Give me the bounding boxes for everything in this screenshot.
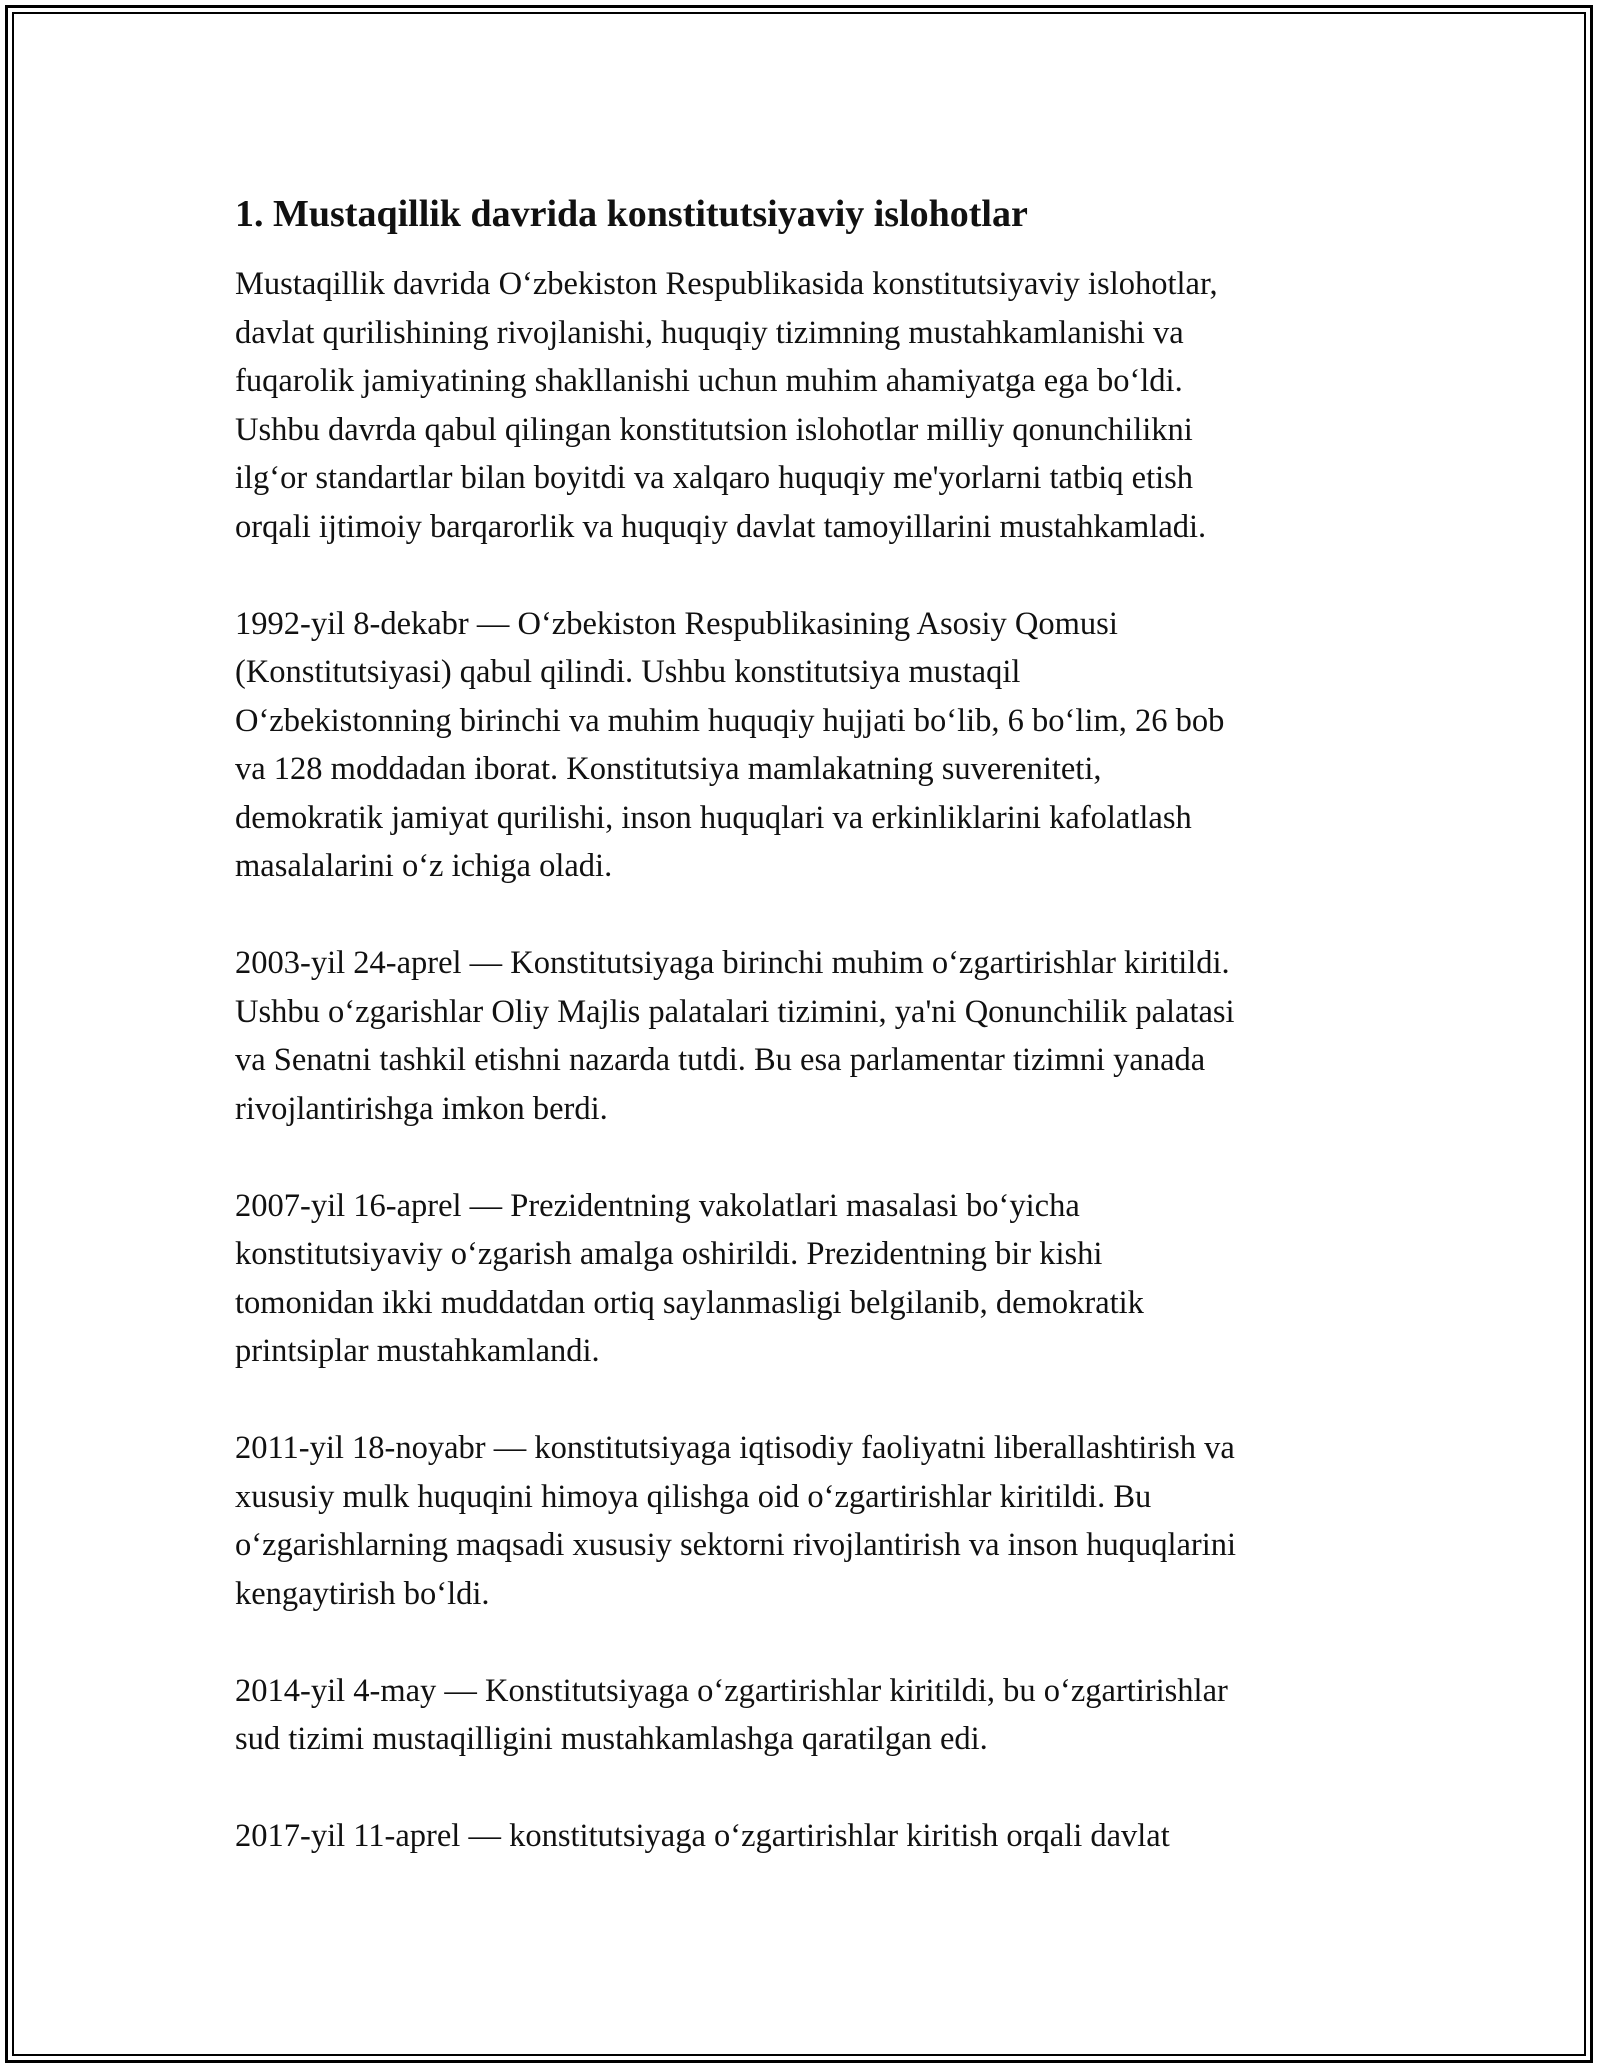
text-line: fuqarolik jamiyatining shakllanishi uchun muhim ahamiyatga ega bo‘ldi.	[235, 363, 1183, 399]
paragraph-1992	[235, 600, 1375, 891]
text-line: kengaytirish bo‘ldi.	[235, 1575, 490, 1612]
text-line: sud tizimi mustaqilligini mustahkamlashga qaratilgan edi.	[235, 1721, 988, 1757]
text-line: va Senatni tashkil etishni nazarda tutdi. Bu esa parlamentar tizimni yanada	[235, 1042, 1206, 1078]
text-line: printsiplar mustahkamlandi.	[235, 1333, 600, 1369]
text-line: va 128 moddadan iborat. Konstitutsiya mamlakatning suvereniteti,	[235, 751, 1102, 787]
paragraph-2014	[235, 1667, 1375, 1764]
paragraph-2003	[235, 939, 1375, 1133]
text-line: (Konstitutsiyasi) qabul qilindi. Ushbu konstitutsiya mustaqil	[235, 654, 1021, 690]
text-line: 2011-yil 18-noyabr — konstitutsiyaga iqtisodiy faoliyatni liberallashtirish va	[235, 1430, 1235, 1466]
text-line: orqali ijtimoiy barqarorlik va huquqiy davlat tamoyillarini mustahkamladi.	[235, 508, 1207, 545]
text-line: 2007-yil 16-aprel — Prezidentning vakolatlari masalasi bo‘yicha	[235, 1187, 1080, 1224]
text-line: 2003-yil 24-aprel — Konstitutsiyaga birinchi muhim o‘zgartirishlar kiritildi.	[235, 945, 1230, 981]
text-line: Mustaqillik davrida O‘zbekiston Respublikasida konstitutsiyaviy islohotlar,	[235, 266, 1218, 302]
text-line: ilg‘or standartlar bilan boyitdi va xalqaro huquqiy me'yorlarni tatbiq etish	[235, 460, 1194, 496]
text-line: O‘zbekistonning birinchi va muhim huquqiy hujjati bo‘lib, 6 bo‘lim, 26 bob	[235, 702, 1225, 739]
text-line: 2017-yil 11-aprel — konstitutsiyaga o‘zgartirishlar kiritish orqali davlat	[235, 1818, 1170, 1854]
text-line: masalalarini o‘z ichiga oladi.	[235, 848, 613, 884]
paragraph-2017	[235, 1812, 1375, 1861]
text-line: Ushbu o‘zgarishlar Oliy Majlis palatalari tizimini, ya'ni Qonunchilik palatasi	[235, 993, 1235, 1030]
paragraph-2011	[235, 1424, 1375, 1618]
text-line: o‘zgarishlarning maqsadi xususiy sektorni rivojlantirish va inson huquqlarini	[235, 1527, 1237, 1563]
section-title: 1. Mustaqillik davrida konstitutsiyaviy islohotlar	[235, 193, 1028, 235]
text-line: 2014-yil 4-may — Konstitutsiyaga o‘zgartirishlar kiritildi, bu o‘zgartirishlar	[235, 1672, 1228, 1709]
text-line: 1992-yil 8-dekabr — O‘zbekiston Respublikasining Asosiy Qomusi	[235, 605, 1118, 642]
text-line: Ushbu davrda qabul qilingan konstitutsion islohotlar milliy qonunchilikni	[235, 411, 1193, 448]
text-line: tomonidan ikki muddatdan ortiq saylanmasligi belgilanib, demokratik	[235, 1284, 1144, 1321]
page-content	[235, 190, 1375, 1909]
text-line: davlat qurilishining rivojlanishi, huquqiy tizimning mustahkamlanishi va	[235, 314, 1184, 351]
text-line: rivojlantirishga imkon berdi.	[235, 1090, 608, 1127]
text-line: konstitutsiyaviy o‘zgarish amalga oshirildi. Prezidentning bir kishi	[235, 1236, 1103, 1272]
text-line: demokratik jamiyat qurilishi, inson huquqlari va erkinliklarini kafolatlash	[235, 799, 1192, 836]
paragraph-2007	[235, 1182, 1375, 1376]
paragraph-intro	[235, 260, 1375, 551]
text-line: xususiy mulk huquqini himoya qilishga oid o‘zgartirishlar kiritildi. Bu	[235, 1478, 1152, 1515]
